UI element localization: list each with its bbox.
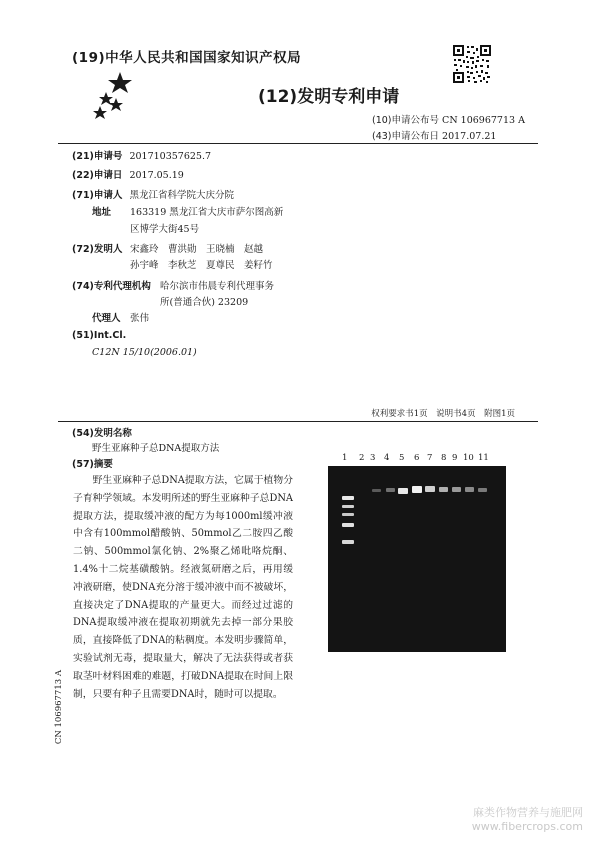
application-number-label: (21)申请号 [72, 151, 123, 162]
invention-name-heading [72, 425, 132, 439]
ipc-value: C12N 15/10(2006.01) [92, 347, 197, 358]
agent-value: 张伟 [130, 313, 150, 324]
watermark-line-1: 麻类作物营养与施肥网 [473, 806, 583, 819]
inventors-line-2: 孙宇峰 李秋芝 夏尊民 姜籽竹 [130, 260, 273, 271]
invention-name-label: (54)发明名称 [72, 428, 132, 439]
cnipa-emblem-icon [92, 70, 132, 122]
dna-band [439, 487, 448, 492]
lane-label: 11 [478, 453, 489, 463]
application-date-value: 2017.05.19 [129, 170, 184, 181]
patent-agency [72, 278, 151, 292]
qr-code-icon[interactable] [452, 44, 492, 84]
dna-band [386, 488, 395, 492]
patent-office-heading: (19)中华人民共和国国家知识产权局 [72, 50, 302, 66]
ipc-classification [72, 330, 126, 341]
application-number-value: 201710357625.7 [129, 151, 212, 162]
publication-date [372, 128, 496, 142]
lane-label: 9 [452, 453, 458, 463]
publication-number [372, 112, 525, 126]
document-type-heading: (12)发明专利申请 [258, 87, 400, 107]
abstract-label: (57)摘要 [72, 459, 113, 470]
applicant-label: (71)申请人 [72, 190, 123, 201]
lane-label: 2 [359, 453, 365, 463]
patent-agency-line-2: 所(普通合伙) 23209 [160, 297, 249, 308]
dna-band [412, 486, 422, 493]
marker-band [342, 523, 354, 527]
inventors-line-1: 宋鑫玲 曹洪勋 王晓楠 赵越 [130, 244, 264, 255]
address-line-2: 区博学大街45号 [130, 224, 200, 235]
lane-label: 8 [441, 453, 447, 463]
abstract-text: 野生亚麻种子总DNA提取方法，它属于植物分子育种学领域。本发明所述的野生亚麻种子总DNA提取方法，提取缓冲液的配方为每1000ml缓冲液中含有100mmol醋酸钠、50mmol乙二胺四乙酸二钠、500mmol氯化钠、2%聚乙烯吡咯烷酮、1.4%十二烷基磺酸钠。经液氮研磨之后，再用缓冲液研磨，使DNA充分溶于缓冲液中而不被破坏，直接决定了DNA提取的产量更大。而经过过滤的DNA提取缓冲液在提取初期就先去掉一部分果胶质，直接降低了DNA的粘稠度。本发明步骤简单，实验试剂无毒，提取量大，解决了无法获得或者获取茎叶材料困难的难题，打破DNA提取在时间上限制，只要有种子且需要DNA时，随时可以提取。 [73, 475, 293, 700]
address-label: 地址 [92, 207, 112, 218]
application-number [72, 148, 211, 162]
publication-number-value: CN 106967713 A [442, 115, 525, 126]
ipc-label: (51)Int.Cl. [72, 330, 127, 341]
lane-label: 1 [342, 453, 348, 463]
gel-electrophoresis-image [328, 466, 506, 652]
watermark-line-2: www.fibercrops.com [471, 820, 583, 833]
applicant-value: 黑龙江省科学院大庆分院 [129, 190, 234, 201]
address-line-1: 163319 黑龙江省大庆市萨尔图高新 [130, 207, 284, 218]
lane-label: 4 [384, 453, 390, 463]
marker-band [342, 513, 354, 516]
dna-band [478, 488, 487, 492]
lane-label: 10 [463, 453, 474, 463]
invention-name: 野生亚麻种子总DNA提取方法 [92, 443, 220, 454]
inventors [72, 241, 122, 255]
lane-label: 5 [399, 453, 405, 463]
dna-band [372, 489, 381, 492]
abstract-heading [72, 456, 113, 470]
marker-band [342, 540, 354, 544]
dna-band [425, 486, 435, 492]
pages-divider [58, 421, 538, 422]
side-publication-number: CN 106967713 A [54, 670, 64, 745]
dna-band [398, 488, 408, 494]
patent-agency-label: (74)专利代理机构 [72, 281, 151, 292]
publication-number-label: (10)申请公布号 [372, 115, 440, 126]
dna-band [465, 487, 474, 492]
dna-band [452, 487, 461, 492]
lane-label: 3 [370, 453, 376, 463]
marker-band [342, 505, 354, 508]
marker-band [342, 496, 354, 500]
lane-label: 6 [414, 453, 420, 463]
patent-agency-line-1: 哈尔滨市伟晨专利代理事务 [160, 281, 275, 292]
application-date-label: (22)申请日 [72, 170, 123, 181]
application-date [72, 167, 184, 181]
publication-date-label: (43)申请公布日 [372, 131, 440, 142]
publication-date-value: 2017.07.21 [442, 131, 497, 142]
lane-label: 7 [427, 453, 433, 463]
header-divider [58, 143, 538, 144]
applicant [72, 187, 234, 201]
pages-summary: 权利要求书1页 说明书4页 附图1页 [371, 409, 515, 419]
inventors-label: (72)发明人 [72, 244, 123, 255]
site-watermark [472, 806, 583, 834]
agent-label: 代理人 [92, 313, 121, 324]
